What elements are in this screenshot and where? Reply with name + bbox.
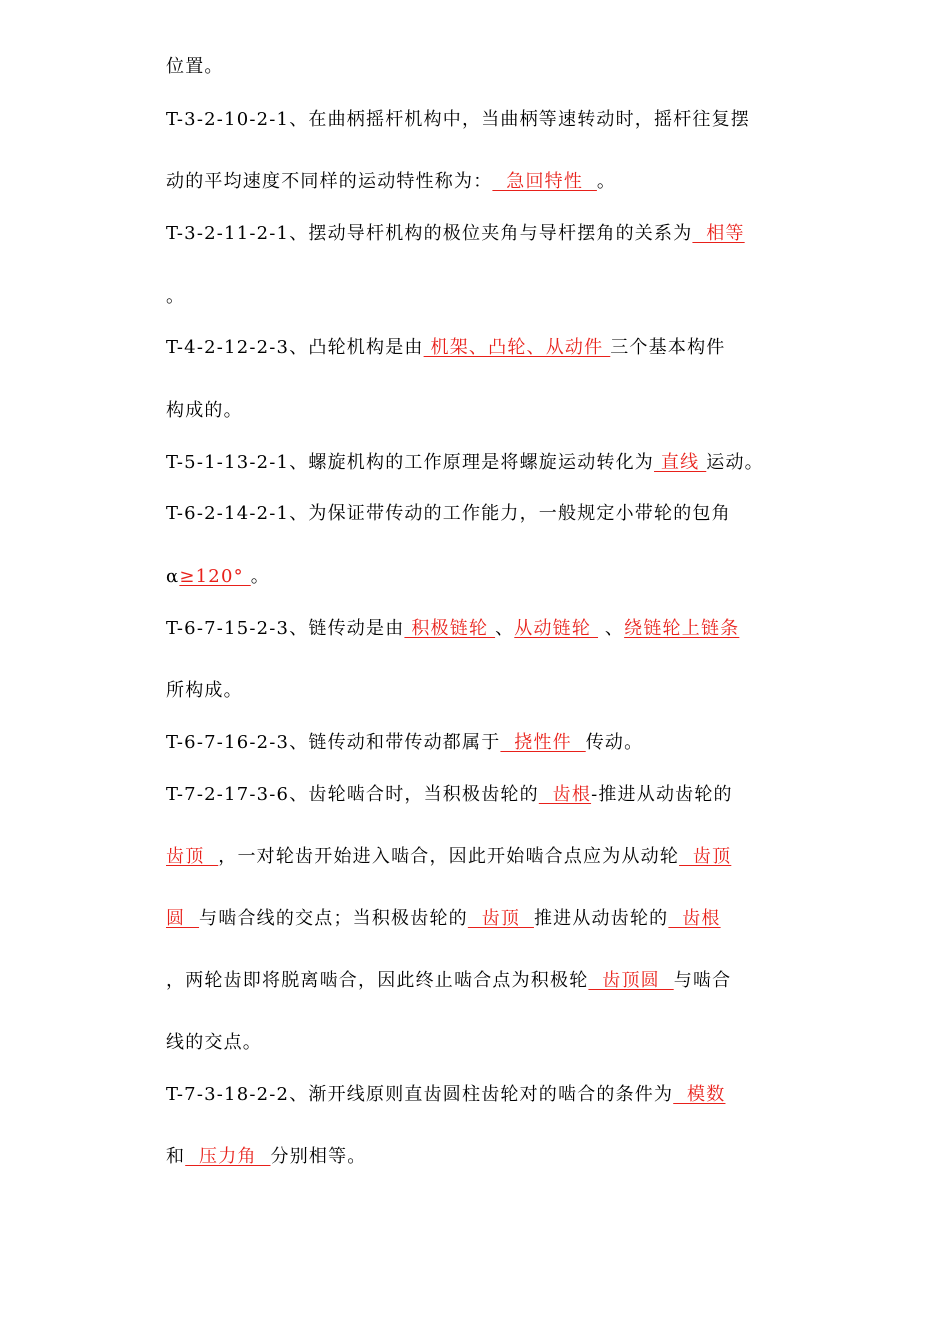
line-text: 。 [166, 286, 186, 307]
answer-blank: ≥120° [179, 566, 251, 587]
answer-blank: 急回特性 [492, 171, 597, 192]
answer-blank: 齿顶 [166, 846, 219, 867]
answer-blank: 压力角 [185, 1146, 271, 1167]
question-line [166, 562, 270, 588]
question-line [166, 105, 750, 131]
question-line [166, 1142, 367, 1168]
question-line [166, 167, 616, 193]
question-text: 动的平均速度不同样的运动特性称为： [166, 171, 493, 192]
answer-blank: 直线 [654, 452, 707, 473]
answer-blank: 模数 [673, 1084, 726, 1105]
answer-blank: 机架、凸轮、从动件 [423, 337, 611, 358]
answer-blank: 积极链轮 [404, 618, 496, 639]
question-text: T-7-3-18-2-2、渐开线原则直齿圆柱齿轮对的啮合的条件为 [166, 1084, 674, 1105]
question-text: 分别相等。 [270, 1146, 367, 1167]
answer-blank: 相等 [692, 223, 745, 244]
text-line [166, 396, 243, 422]
question-text: T-4-2-12-2-3、凸轮机构是由 [166, 337, 424, 358]
answer-blank: 齿顶 [467, 908, 534, 929]
text-line [166, 52, 224, 78]
question-text: T-6-2-14-2-1、为保证带传动的工作能力，一般规定小带轮的包角 [166, 503, 731, 524]
question-text: α [166, 566, 180, 587]
question-text: T-5-1-13-2-1、螺旋机构的工作原理是将螺旋运动转化为 [166, 452, 655, 473]
question-line [166, 614, 739, 640]
question-text: 运动。 [706, 452, 764, 473]
question-text: 和 [166, 1146, 186, 1167]
question-line [166, 333, 725, 359]
question-text: 三个基本构件 [610, 337, 726, 358]
question-line [166, 780, 733, 806]
answer-blank: 齿顶 [679, 846, 732, 867]
answer-blank: 从动链轮 [514, 618, 599, 639]
question-text: T-6-7-15-2-3、链传动是由 [166, 618, 405, 639]
answer-blank: 绕链轮上链条 [624, 618, 740, 639]
question-text: 推进从动齿轮的 [533, 908, 669, 929]
answer-blank: 齿顶圆 [588, 970, 674, 991]
question-text: T-3-2-10-2-1、在曲柄摇杆机构中，当曲柄等速转动时，摇杆往复摆 [166, 109, 751, 130]
text-line [166, 676, 243, 702]
answer-blank: 齿根 [538, 784, 592, 805]
question-text: 。 [250, 566, 270, 587]
answer-blank: 圆 [166, 908, 200, 929]
question-text: 与啮合 [673, 970, 732, 991]
question-line [166, 219, 745, 245]
question-line [166, 842, 731, 868]
answer-blank: 齿根 [668, 908, 721, 929]
answer-blank: 挠性件 [500, 732, 586, 753]
question-text: 。 [596, 171, 617, 192]
line-text: 所构成。 [166, 680, 243, 701]
question-line [166, 728, 643, 754]
question-line [166, 966, 731, 992]
question-text: 传动。 [585, 732, 644, 753]
question-text: T-7-2-17-3-6、齿轮啮合时，当积极齿轮的 [166, 784, 539, 805]
question-text: T-6-7-16-2-3、链传动和带传动都属于 [166, 732, 501, 753]
line-text: 位置。 [166, 56, 224, 77]
text-line [166, 282, 185, 308]
question-line [166, 904, 721, 930]
question-text: T-3-2-11-2-1、摆动导杆机构的极位夹角与导杆摆角的关系为 [166, 223, 693, 244]
text-line [166, 1028, 262, 1054]
question-line [166, 1080, 725, 1106]
question-text: -推进从动齿轮的 [591, 784, 733, 805]
question-text: 、 [495, 618, 515, 639]
question-text: 、 [598, 618, 625, 639]
question-text: ，一对轮齿开始进入啮合，因此开始啮合点应为从动轮 [218, 846, 680, 867]
line-text: 线的交点。 [166, 1032, 262, 1053]
line-text: 构成的。 [166, 400, 243, 421]
question-line [166, 499, 731, 525]
question-text: 与啮合线的交点；当积极齿轮的 [199, 908, 468, 929]
question-text: ，两轮齿即将脱离啮合，因此终止啮合点为积极轮 [166, 970, 589, 991]
question-line [166, 448, 764, 474]
